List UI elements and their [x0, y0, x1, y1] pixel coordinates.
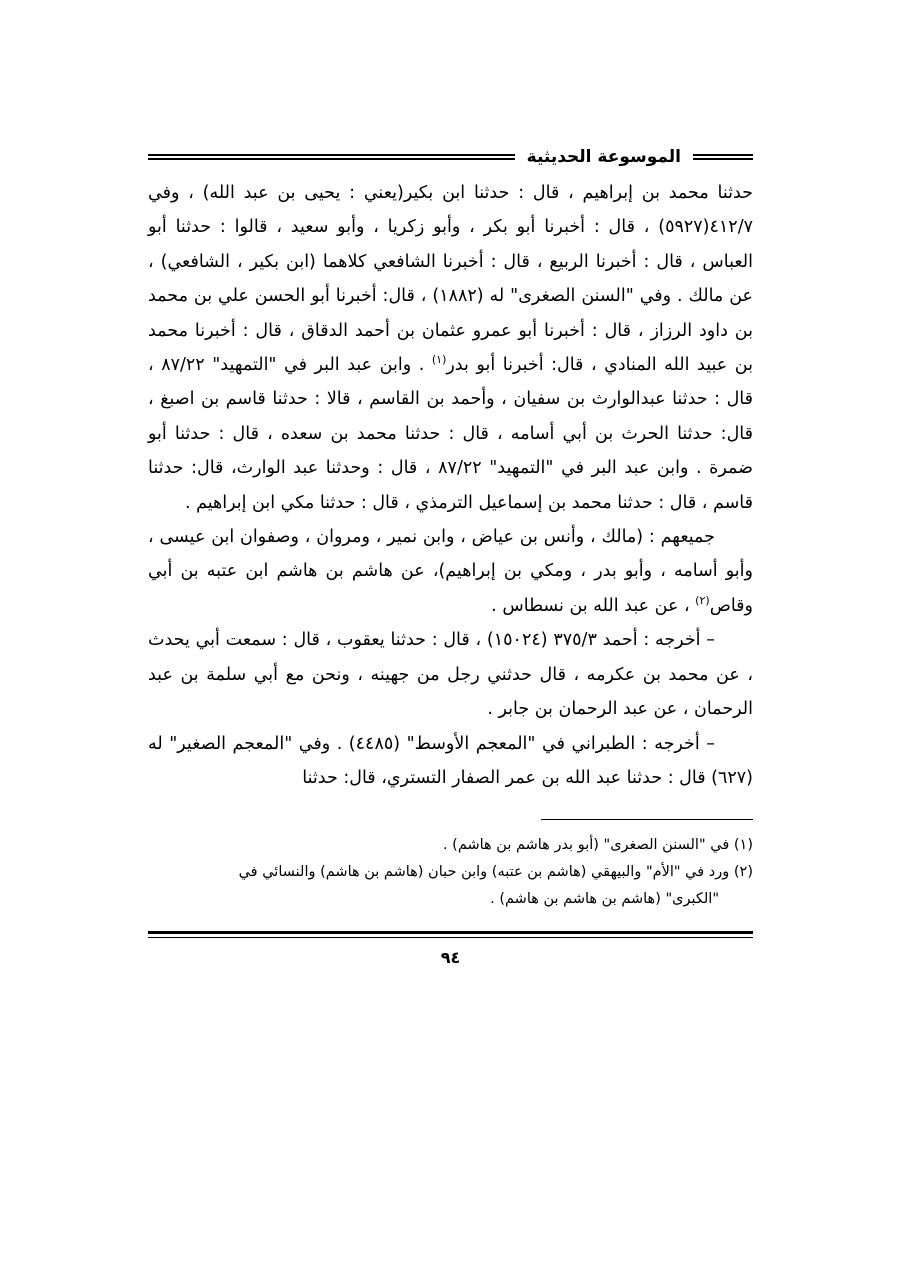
footnote-ref-2: (٢): [695, 594, 710, 608]
paragraph-1-part-1: حدثنا محمد بن إبراهيم ، قال : حدثنا ابن بكير(يعني : يحيى بن عبد الله) ، وفي ٤١٢/٧(٥٩٢٧) ، قال : أخبرنا أبو بكر ، وأبو زكريا ، وأبو سعيد ، قالوا : حدثنا أبو العباس ، قال : أخبرنا الربيع ، قال : أخبرنا الشافعي كلاهما (ابن بكير ، الشافعي) ، عن مالك . وفي "السنن الصغرى" له (١٨٨٢) ، قال: أخبرنا أبو الحسن علي بن محمد بن داود الرزاز ، قال : أخبرنا أبو عمرو عثمان بن أحمد الدقاق ، قال : أخبرنا محمد بن عبيد الله المنادي ، قال: أخبرنا أبو بدر: [148, 183, 753, 376]
footnote-2: (٢) ورد في "الأم" والبيهقي (هاشم بن عتبه) وابن حبان (هاشم بن هاشم) والنسائي في: [238, 864, 753, 881]
paragraph-2: [148, 520, 753, 623]
footnote-separator: [541, 819, 753, 820]
main-text: [148, 176, 753, 795]
book-page: [148, 140, 753, 967]
paragraph-1: [148, 176, 753, 520]
footer-rule: [148, 931, 753, 938]
paragraph-1-part-2: . وابن عبد البر في "التمهيد" ٨٧/٢٢ ، قال : حدثنا عبدالوارث بن سفيان ، وأحمد بن القاسم ، قالا : حدثنا قاسم بن اصبغ ، قال: حدثنا الحرث بن أبي أسامه ، قال : حدثنا محمد بن سعده ، قال : حدثنا أبو ضمرة . وابن عبد البر في "التمهيد" ٨٧/٢٢ ، قال : وحدثنا عبد الوارث، قال: حدثنا قاسم ، قال : حدثنا محمد بن إسماعيل الترمذي ، قال : حدثنا مكي ابن إبراهيم .: [148, 355, 753, 513]
paragraph-2-part-1: جميعهم : (مالك ، وأنس بن عياض ، وابن نمير ، ومروان ، وصفوان ابن عيسى ، وأبو أسامه ، وأبو بدر ، ومكي بن إبراهيم)، عن هاشم بن هاشم ابن عتبه بن أبي وقاص: [148, 527, 753, 616]
page-number: ٩٤: [440, 948, 461, 968]
paragraph-2-part-2: ، عن عبد الله بن نسطاس .: [491, 595, 696, 616]
header-rule-left: [148, 154, 515, 160]
footnote-2-continuation: "الكبرى" (هاشم بن هاشم بن هاشم) .: [490, 891, 719, 908]
header-rule-right: [693, 154, 753, 160]
footnote-1: (١) في "السنن الصغرى" (أبو بدر هاشم بن هاشم) .: [442, 837, 753, 854]
footnote-ref-1: (١): [431, 353, 447, 367]
header-title: الموسوعة الحديثية: [526, 147, 681, 167]
paragraph-3: – أخرجه : أحمد ٣٧٥/٣ (١٥٠٢٤) ، قال : حدثنا يعقوب ، قال : سمعت أبي يحدث ، عن محمد بن عكرمه ، قال حدثني رجل من جهينه ، ونحن مع أبي سلمة بن عبد الرحمان ، عن عبد الرحمان بن جابر .: [148, 630, 753, 720]
running-header: [148, 140, 753, 174]
paragraph-4: – أخرجه : الطبراني في "المعجم الأوسط" (٤٤٨٥) . وفي "المعجم الصغير" له (٦٢٧) قال : حدثنا عبد الله بن عمر الصفار التستري، قال: حدثنا: [148, 733, 753, 788]
footnotes: [148, 832, 753, 913]
